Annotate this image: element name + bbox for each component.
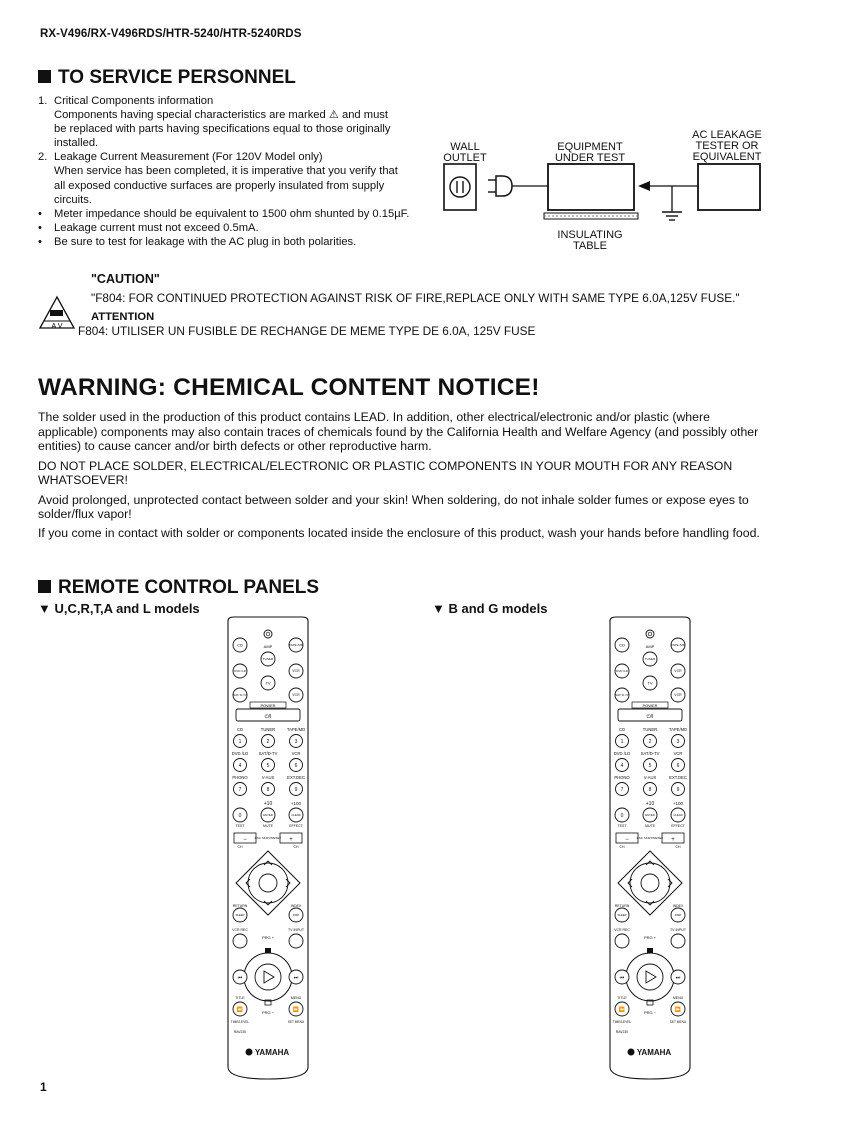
attention-title: ATTENTION	[91, 311, 155, 323]
remote-button-label: SAT/ D-TV	[615, 692, 629, 697]
vcr-rec-label: VCR REC	[614, 928, 630, 932]
service-list	[38, 94, 438, 249]
return-label: RETURN	[232, 904, 248, 908]
number-row-label: V-AUX	[261, 775, 275, 780]
ch-label: CH	[293, 845, 299, 849]
remote-button-label: TUNER	[644, 657, 656, 662]
vcr-rec-label: VCR REC	[232, 928, 248, 932]
number-row-label: SAT/D-TV	[640, 751, 660, 756]
remote-model-label: RAV230	[233, 1030, 247, 1034]
remote-button-label: VCR	[292, 693, 300, 698]
mute-label: MUTE	[263, 824, 273, 828]
remote-button-label: 1	[238, 738, 242, 745]
remote-button-label: 6	[676, 762, 680, 769]
number-row-label: PHONO	[614, 775, 630, 780]
service-item	[38, 207, 438, 221]
remote-button-label: CLEAR	[291, 812, 301, 817]
remote-button-label: 0	[620, 812, 624, 819]
wall-outlet-shape	[444, 164, 476, 210]
service-item-line: Components having special characteristics are marked ⚠ and must	[54, 109, 388, 122]
power-label: POWER	[260, 703, 276, 708]
remote-button-label: SLEEP	[617, 912, 627, 917]
minus-icon: −	[243, 837, 247, 843]
warning-paragraph: If you come in contact with solder or components located inside the enclosure of this product, wash your hands before handling food.	[38, 526, 760, 541]
remote-button-label: 3	[676, 738, 680, 745]
play-button	[255, 964, 281, 990]
test-label: TEST	[617, 824, 627, 828]
service-item-number: •	[38, 235, 42, 248]
square-bullet-icon	[38, 580, 51, 593]
remote-button-label: SLEEP	[235, 912, 245, 917]
time-level-label: TIME/LEVEL	[612, 1020, 632, 1024]
service-item-number: 1.	[38, 95, 48, 107]
remote-button-label: DISP	[292, 912, 300, 917]
remote-button-label: VCR	[292, 669, 300, 674]
remote-button-label: 3	[294, 738, 298, 745]
plus100-label: +100	[672, 801, 684, 806]
skip-forward-icon: ⏭	[293, 975, 299, 981]
remote-control-right	[602, 615, 698, 1081]
caution-text: "F804: FOR CONTINUED PROTECTION AGAINST RISK OF FIRE,REPLACE ONLY WITH SAME TYPE 6.0A,125V FUSE."	[91, 291, 740, 305]
service-item-line: When service has been completed, it is imperative that you verify that	[54, 165, 398, 178]
remote-button-label: 7	[620, 786, 624, 793]
service-item-line: Critical Components information	[54, 95, 214, 107]
left-remote-caption: ▼ U,C,R,T,A and L models	[38, 601, 200, 616]
plus-icon: +	[671, 837, 675, 843]
number-row-label: VCR	[673, 751, 683, 756]
effect-label: EFFECT	[671, 824, 685, 828]
set-menu-label: SET MENU	[287, 1020, 305, 1024]
number-row-label: V-AUX	[643, 775, 657, 780]
yamaha-brand-text: YAMAHA	[254, 1048, 290, 1057]
yamaha-logo-icon	[246, 1049, 253, 1056]
record-button	[233, 934, 247, 948]
remote-button-label: 5	[648, 762, 652, 769]
model-header: RX-V496/RX-V496RDS/HTR-5240/HTR-5240RDS	[40, 28, 302, 40]
service-item-line: Leakage current must not exceed 0.5mA.	[54, 221, 259, 234]
skip-forward-icon: ⏭	[675, 975, 681, 981]
remote-button-label: TUNER	[262, 657, 274, 662]
remote-button-label: ENTER	[263, 812, 273, 817]
number-row-label: CD	[236, 727, 244, 732]
outlet-socket-icon	[450, 177, 470, 197]
fast-forward-icon: ⏩	[292, 1007, 300, 1013]
remote-title-text: REMOTE CONTROL PANELS	[58, 577, 320, 598]
right-remote-caption: ▼ B and G models	[432, 601, 548, 616]
tester-box	[698, 164, 760, 210]
menu-label: MENU	[672, 996, 684, 1000]
warning-paragraph: Avoid prolonged, unprotected contact between solder and your skin! When soldering, do not inhale solder fumes or expose eyes to solder/flux vapor!	[38, 492, 749, 522]
insulating-table-label: INSULATING TABLE	[557, 229, 623, 253]
number-row-label: TUNER	[642, 727, 658, 732]
service-item	[38, 94, 438, 150]
return-label: RETURN	[614, 904, 630, 908]
warning-body	[38, 410, 768, 546]
service-item-number: •	[38, 207, 42, 220]
ch-label: CH	[619, 845, 625, 849]
warning-paragraph: DO NOT PLACE SOLDER, ELECTRICAL/ELECTRONIC OR PLASTIC COMPONENTS IN YOUR MOUTH FOR ANY REASON WHATSOEVER!	[38, 458, 733, 488]
test-label: TEST	[235, 824, 245, 828]
remote-button-label: TV	[647, 680, 653, 686]
page-number: 1	[40, 1080, 47, 1094]
amp-label: AMP	[263, 644, 273, 649]
warning-title: WARNING: CHEMICAL CONTENT NOTICE!	[38, 374, 540, 401]
equipment-label: EQUIPMENT UNDER TEST	[554, 141, 626, 165]
power-label: POWER	[642, 703, 658, 708]
remote-button-label: CD	[619, 642, 625, 648]
leakage-diagram	[440, 128, 770, 258]
service-title-text: TO SERVICE PERSONNEL	[58, 67, 296, 88]
remote-button-label: CD	[237, 642, 243, 648]
standby-on-label: ⏻/I	[646, 714, 654, 720]
remote-button-label: TAPE /MD	[671, 643, 685, 648]
remote-button-label: 0	[238, 812, 242, 819]
remote-button-label: DVD /LD	[234, 669, 246, 674]
plus10-label: +10	[645, 801, 655, 807]
service-item-number: •	[38, 221, 42, 234]
tester-label: AC LEAKAGE TESTER OR EQUIVALENT	[692, 129, 762, 164]
service-item-number: 2.	[38, 151, 48, 164]
tv-input-label: TV INPUT	[288, 928, 304, 932]
equipment-box	[548, 164, 634, 210]
remote-button-label: 2	[648, 738, 652, 745]
remote-button-label: DVD /LD	[616, 669, 628, 674]
input-button	[289, 934, 303, 948]
remote-button-label: 2	[266, 738, 270, 745]
remote-button-label: 1	[620, 738, 624, 745]
service-item-line: Meter impedance should be equivalent to 1500 ohm shunted by 0.15µF.	[54, 207, 410, 220]
input-button	[671, 934, 685, 948]
electric-shock-warning-icon	[38, 295, 76, 331]
square-bullet-icon	[38, 70, 51, 83]
rewind-icon: ⏪	[618, 1007, 626, 1013]
remote-button-label: TAPE /MD	[289, 643, 303, 648]
prg-minus-label: PRG −	[643, 1010, 657, 1015]
plus10-label: +10	[263, 801, 273, 807]
service-item-line: Be sure to test for leakage with the AC plug in both polarities.	[54, 235, 357, 248]
plus100-label: +100	[290, 801, 302, 806]
time-level-label: TIME/LEVEL	[230, 1020, 250, 1024]
preset-label: DSC SKIP PRESET	[636, 836, 664, 840]
standby-on-label: ⏻/I	[264, 714, 272, 720]
warning-paragraph: The solder used in the production of this product contains LEAD. In addition, other electrical/electronic and/or plastic (where applicable) components may also contain traces of chemicals found by the California Health and Welfare Agency (and possibly other entities) to cause cancer and/or birth defects or other reproductive harm.	[38, 410, 759, 454]
amp-label: AMP	[645, 644, 655, 649]
enter-center-button	[641, 874, 659, 892]
number-row-label: CD	[618, 727, 626, 732]
ch-label: CH	[675, 845, 681, 849]
remote-button-label: CLEAR	[673, 812, 683, 817]
prg-minus-label: PRG −	[261, 1010, 275, 1015]
index-label: INDEX	[672, 904, 684, 908]
skip-back-icon: ⏮	[237, 975, 243, 981]
title-label: TITLE	[235, 996, 245, 1000]
number-row-label: TAPE/MD	[286, 727, 306, 732]
wall-outlet-label: WALL OUTLET	[443, 141, 487, 165]
pause-icon	[647, 948, 653, 953]
number-row-label: EXT.DEC	[669, 775, 687, 780]
service-item-line: all exposed conductive surfaces are properly insulated from supply	[54, 179, 385, 192]
record-button	[615, 934, 629, 948]
index-label: INDEX	[290, 904, 302, 908]
remote-button-label: 9	[676, 786, 680, 793]
service-item	[38, 235, 438, 249]
remote-control-left	[220, 615, 316, 1081]
remote-button-label: 4	[620, 762, 624, 769]
service-title	[38, 67, 296, 89]
remote-button-label: 8	[648, 786, 652, 793]
remote-button-label: DISP	[674, 912, 682, 917]
minus-icon: −	[625, 837, 629, 843]
remote-button-label: VCR	[674, 669, 682, 674]
yamaha-brand-text: YAMAHA	[636, 1048, 672, 1057]
pause-icon	[265, 948, 271, 953]
skip-back-icon: ⏮	[619, 975, 625, 981]
prg-plus-label: PRG +	[643, 935, 657, 940]
attention-text: F804: UTILISER UN FUSIBLE DE RECHANGE DE MEME TYPE DE 6.0A, 125V FUSE	[78, 324, 536, 338]
set-menu-label: SET MENU	[669, 1020, 687, 1024]
play-button	[637, 964, 663, 990]
svg-text:A V: A V	[51, 323, 63, 330]
number-row-label: TAPE/MD	[668, 727, 688, 732]
service-item	[38, 150, 438, 206]
remote-button-label: 5	[266, 762, 270, 769]
prg-plus-label: PRG +	[261, 935, 275, 940]
ch-label: CH	[237, 845, 243, 849]
remote-title	[38, 577, 319, 599]
arrow-left-icon	[638, 181, 650, 191]
number-row-label: DVD /LD	[231, 751, 249, 756]
enter-center-button	[259, 874, 277, 892]
number-row-label: SAT/D-TV	[258, 751, 278, 756]
remote-button-label: 8	[266, 786, 270, 793]
remote-button-label: 4	[238, 762, 242, 769]
service-item-line: circuits.	[54, 193, 92, 206]
number-row-label: VCR	[291, 751, 301, 756]
service-item-line: be replaced with parts having specifications equal to those originally	[54, 123, 391, 136]
remote-button-label: 7	[238, 786, 242, 793]
remote-model-label: RAV230	[615, 1030, 629, 1034]
remote-button-label: 9	[294, 786, 298, 793]
service-item-line: installed.	[54, 137, 99, 150]
plus-icon: +	[289, 837, 293, 843]
preset-label: DSC SKIP PRESET	[254, 836, 282, 840]
caution-title: "CAUTION"	[91, 272, 160, 286]
menu-label: MENU	[290, 996, 302, 1000]
service-item-line: Leakage Current Measurement (For 120V Model only)	[54, 151, 323, 164]
number-row-label: DVD /LD	[613, 751, 631, 756]
number-row-label: TUNER	[260, 727, 276, 732]
mute-label: MUTE	[645, 824, 655, 828]
fast-forward-icon: ⏩	[674, 1007, 682, 1013]
remote-button-label: SAT/ D-TV	[233, 692, 247, 697]
rewind-icon: ⏪	[236, 1007, 244, 1013]
number-row-label: PHONO	[232, 775, 248, 780]
leakage-diagram-drawing	[440, 128, 770, 258]
service-item	[38, 221, 438, 235]
yamaha-logo-icon	[628, 1049, 635, 1056]
remote-button-label: 6	[294, 762, 298, 769]
number-row-label: EXT.DEC	[287, 775, 305, 780]
title-label: TITLE	[617, 996, 627, 1000]
remote-button-label: TV	[265, 680, 271, 686]
effect-label: EFFECT	[289, 824, 303, 828]
remote-button-label: VCR	[674, 693, 682, 698]
remote-button-label: ENTER	[645, 812, 655, 817]
tv-input-label: TV INPUT	[670, 928, 686, 932]
